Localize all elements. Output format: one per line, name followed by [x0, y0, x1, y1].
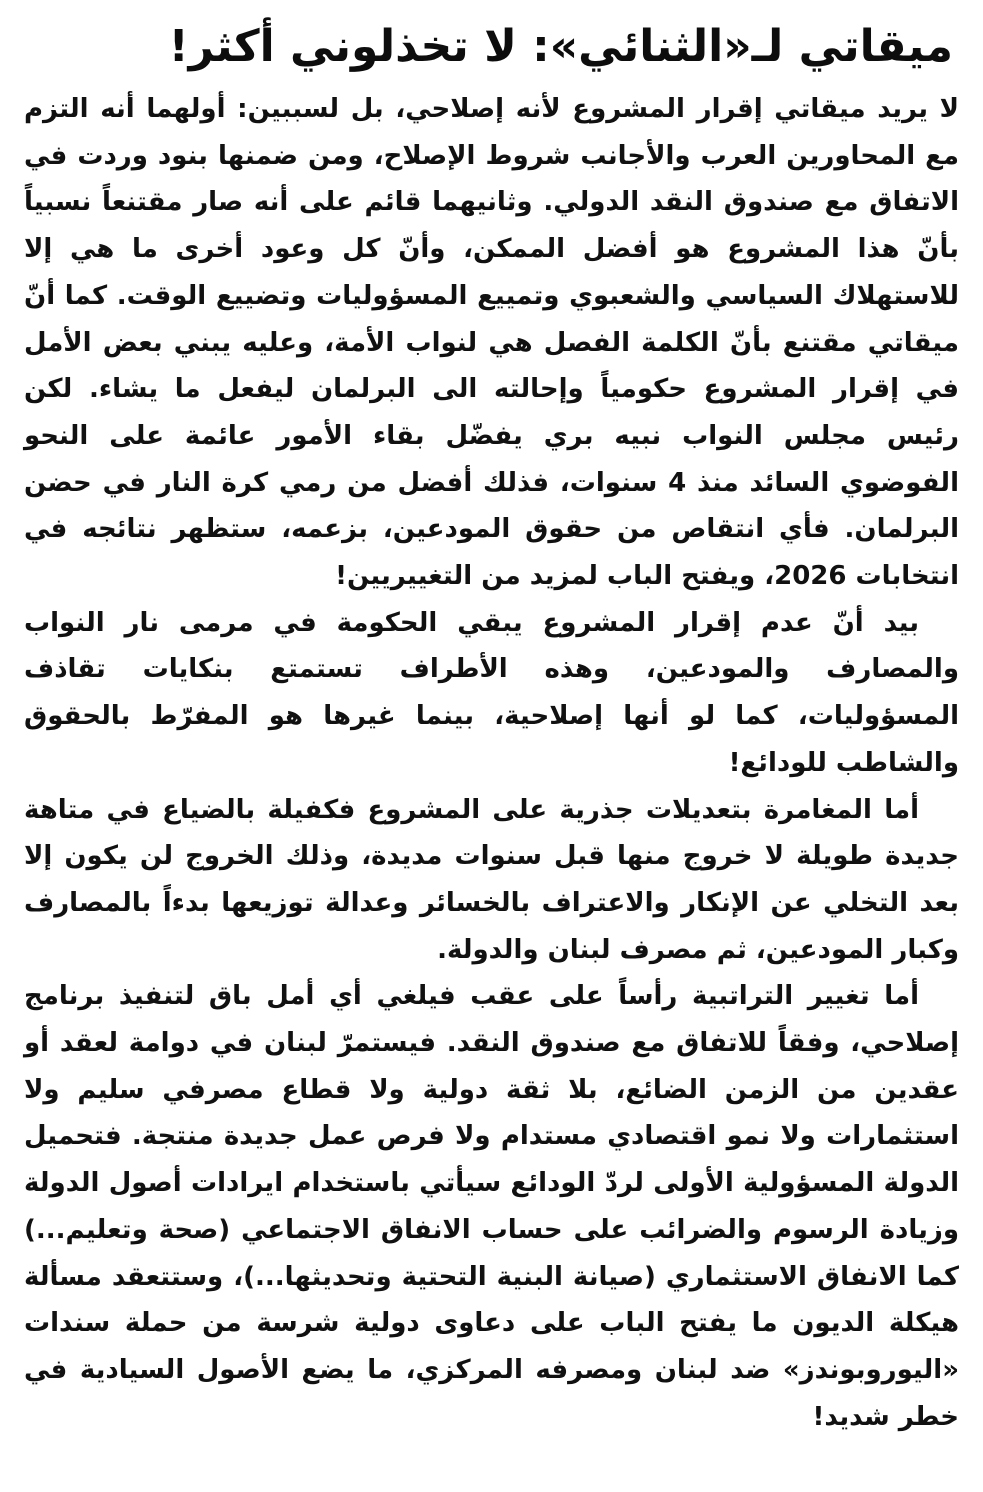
article-paragraph-3: أما المغامرة بتعديلات جذرية على المشروع فكفيلة بالضياع في متاهة جديدة طويلة لا خروج منها قبل سنوات مديدة، وذلك الخروج لن يكون إلا بعد التخلي عن الإنكار والاعتراف بالخسائر وعدالة توزيعها بدءاً بالمصارف وكبار المودعين، ثم مصرف لبنان والدولة.: [24, 794, 959, 965]
article-headline: ميقاتي لـ«الثنائي»: لا تخذلوني أكثر!: [168, 21, 953, 72]
article-paragraph-2: بيد أنّ عدم إقرار المشروع يبقي الحكومة في مرمى نار النواب والمصارف والمودعين، وهذه الأطراف تستمتع بنكايات تقاذف المسؤوليات، كما لو أنها إصلاحية، بينما غيرها هو المفرّط بالحقوق والشاطب للودائع!: [24, 607, 959, 778]
article-paragraph-1: لا يريد ميقاتي إقرار المشروع لأنه إصلاحي، بل لسببين: أولهما أنه التزم مع المحاورين العرب والأجانب شروط الإصلاح، ومن ضمنها بنود وردت في الاتفاق مع صندوق النقد الدولي. وثانيهما قائم على أنه صار مقتنعاً نسبياً بأنّ هذا المشروع هو أفضل الممكن، وأنّ كل وعود أخرى ما هي إلا للاستهلاك السياسي والشعبوي وتمييع المسؤوليات وتضييع الوقت. كما أنّ ميقاتي مقتنع بأنّ الكلمة الفصل هي لنواب الأمة، وعليه يبني بعض الأمل في إقرار المشروع حكومياً وإحالته الى البرلمان ليفعل ما يشاء. لكن رئيس مجلس النواب نبيه بري يفضّل بقاء الأمور عائمة على النحو الفوضوي السائد منذ 4 سنوات، فذلك أفضل من رمي كرة النار في حضن البرلمان. فأي انتقاص من حقوق المودعين، بزعمه، ستظهر نتائجه في انتخابات 2026، ويفتح الباب لمزيد من التغييريين!: [24, 94, 959, 592]
article-body: [24, 86, 959, 1440]
article-paragraph-4: أما تغيير التراتبية رأساً على عقب فيلغي أي أمل باق لتنفيذ برنامج إصلاحي، وفقاً للاتفاق مع صندوق النقد. فيستمرّ لبنان في دوامة لعقد أو عقدين من الزمن الضائع، بلا ثقة دولية ولا قطاع مصرفي سليم ولا استثمارات ولا نمو اقتصادي مستدام ولا فرص عمل جديدة منتجة. فتحميل الدولة المسؤولية الأولى لردّ الودائع سيأتي باستخدام ايرادات أصول الدولة وزيادة الرسوم والضرائب على حساب الانفاق الاجتماعي (صحة وتعليم...) كما الانفاق الاستثماري (صيانة البنية التحتية وتحديثها...)، وستتعقد مسألة هيكلة الديون ما يفتح الباب على دعاوى دولية شرسة من حملة سندات «اليوروبوندز» ضد لبنان ومصرفه المركزي، ما يضع الأصول السيادية في خطر شديد!: [24, 981, 959, 1432]
